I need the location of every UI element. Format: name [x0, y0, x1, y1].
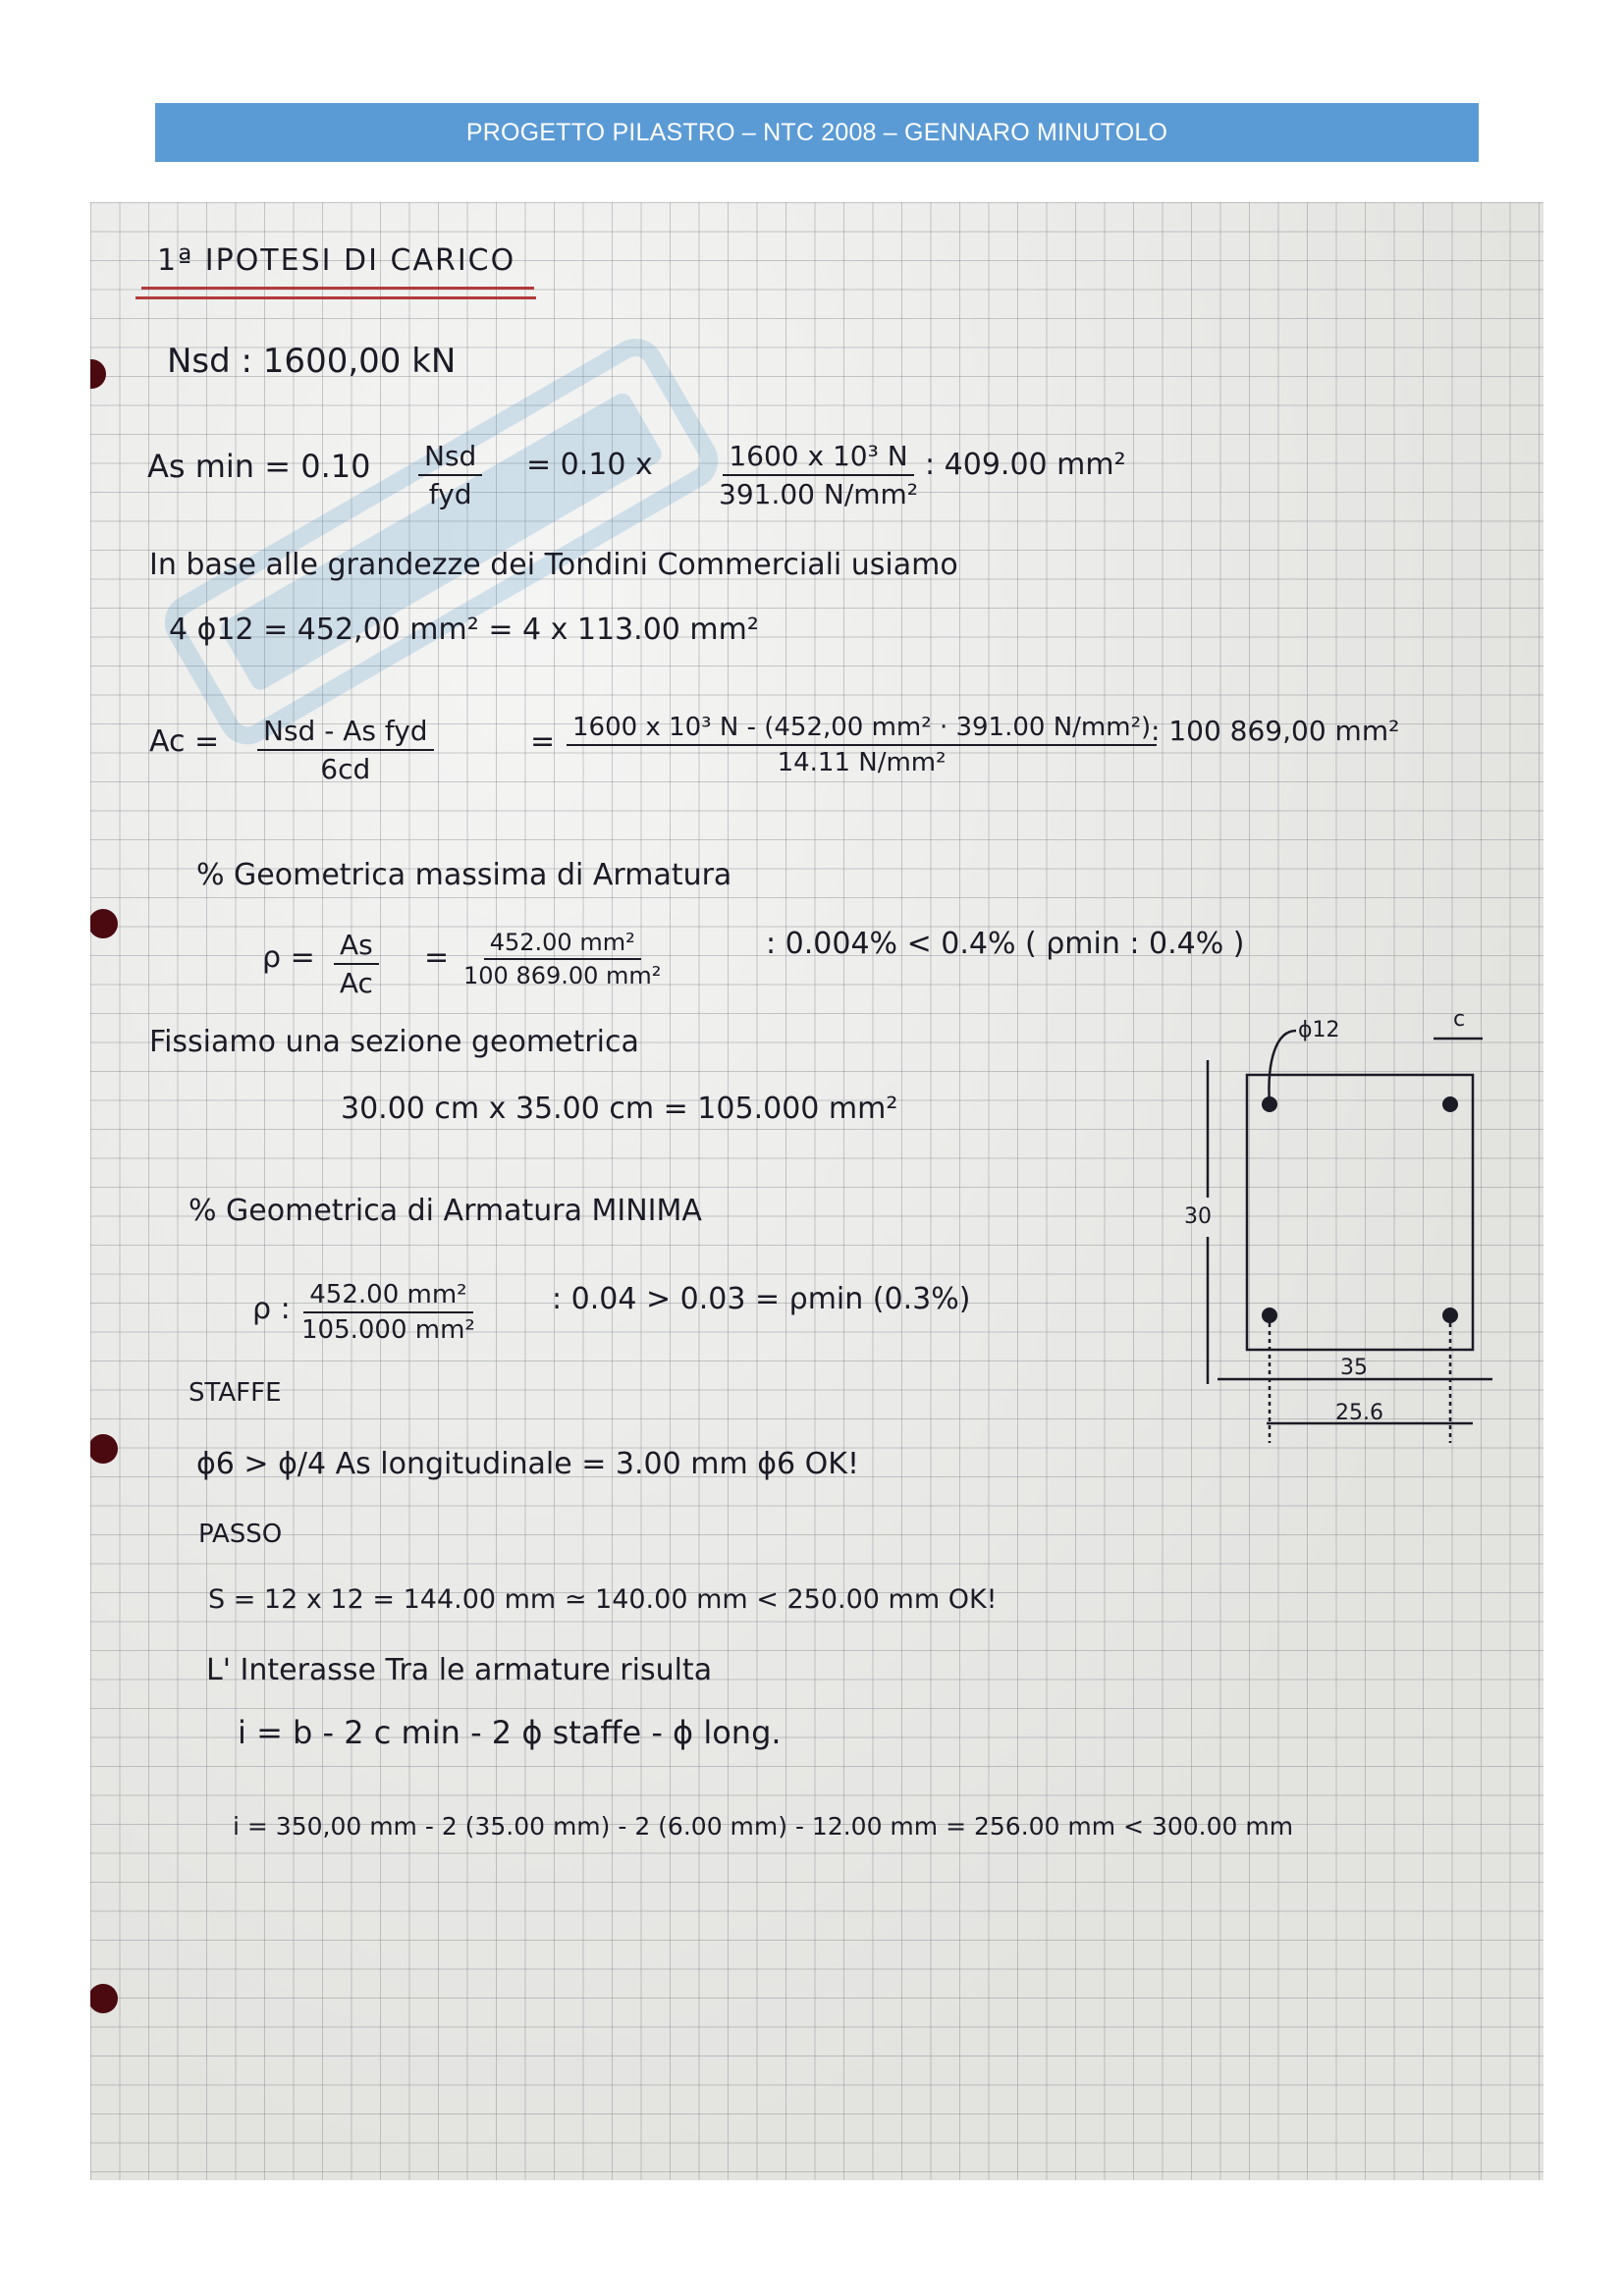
rho2-result: : 0.04 > 0.03 = ρmin (0.3%): [552, 1282, 971, 1316]
binder-hole: [90, 1434, 118, 1464]
column-section-diagram: [1168, 991, 1522, 1482]
rho2-fraction-num: 452.00 mm²: [303, 1280, 472, 1313]
rebar-dot: [1262, 1308, 1277, 1323]
asmin-eq: = 0.10 x: [526, 448, 653, 482]
rho-value-fraction: [463, 929, 661, 989]
rho-lhs: ρ =: [262, 940, 315, 975]
ac-fraction: [257, 715, 434, 785]
interasse-formula: i = b - 2 c min - 2 ϕ staffe - ϕ long.: [238, 1714, 782, 1751]
passo-title: PASSO: [198, 1520, 283, 1549]
staffe-equation: ϕ6 > ϕ/4 As longitudinale = 3.00 mm ϕ6 OK!: [196, 1447, 859, 1481]
rho-fraction-den: Ac: [339, 967, 373, 999]
ac-value-den: 14.11 N/mm²: [777, 748, 947, 777]
height-label: 30: [1184, 1204, 1212, 1229]
rho2-fraction: [301, 1280, 475, 1345]
binder-hole: [90, 359, 106, 389]
interasse-text: L' Interasse Tra le armature risulta: [206, 1653, 713, 1687]
ac-value-fraction: [567, 713, 1157, 777]
inner-width-label: 25.6: [1335, 1401, 1383, 1425]
ac-result: : 100 869,00 mm²: [1151, 715, 1400, 747]
bar-leader-line: [1269, 1031, 1296, 1104]
base-text: In base alle grandezze dei Tondini Commerciali usiamo: [149, 548, 958, 582]
fix-section-text: Fissiamo una sezione geometrica: [149, 1025, 639, 1059]
asmin-fraction: [418, 440, 482, 510]
title-underline: [141, 287, 534, 290]
asmin-lhs: As min = 0.10: [147, 448, 371, 485]
staffe-title: STAFFE: [189, 1378, 282, 1408]
pct-max-title: % Geometrica massima di Armatura: [196, 858, 732, 892]
rho2-lhs: ρ :: [252, 1292, 291, 1326]
rebar-dot: [1442, 1096, 1458, 1112]
asmin-fraction-den: fyd: [428, 478, 472, 510]
asmin-value-den: 391.00 N/mm²: [719, 478, 919, 510]
title-underline: [135, 296, 536, 299]
asmin-result: : 409.00 mm²: [925, 448, 1126, 482]
section-outline: [1247, 1075, 1473, 1350]
rebar-dot: [1262, 1096, 1277, 1112]
pct-min-title: % Geometrica di Armatura MINIMA: [189, 1194, 702, 1228]
asmin-fraction-num: Nsd: [418, 440, 482, 476]
rho-fraction-num: As: [334, 929, 379, 965]
asmin-value-num: 1600 x 10³ N: [723, 440, 913, 476]
bar-label: ϕ12: [1298, 1018, 1340, 1042]
rho2-fraction-den: 105.000 mm²: [301, 1315, 475, 1345]
passo-equation: S = 12 x 12 = 144.00 mm ≃ 140.00 mm < 250.00 mm OK!: [208, 1584, 998, 1615]
rebar-dot: [1442, 1308, 1458, 1323]
rho-fraction: [334, 929, 379, 999]
rho-value-den: 100 869.00 mm²: [463, 962, 662, 989]
binder-hole: [90, 909, 118, 938]
ac-fraction-num: Nsd - As fyd: [257, 715, 434, 751]
bars-line: 4 ϕ12 = 452,00 mm² = 4 x 113.00 mm²: [169, 613, 759, 647]
rho-value-num: 452.00 mm²: [484, 929, 641, 960]
watermark-logo: [130, 320, 758, 772]
rho-equals: =: [424, 940, 450, 975]
rho-result: : 0.004% < 0.4% ( ρmin : 0.4% ): [766, 927, 1245, 961]
width-label: 35: [1340, 1356, 1368, 1380]
ac-fraction-den: 6cd: [320, 753, 371, 785]
binder-hole: [90, 1984, 118, 2013]
nsd-line: Nsd : 1600,00 kN: [167, 342, 457, 381]
document-header-title: PROGETTO PILASTRO – NTC 2008 – GENNARO MINUTOLO: [465, 118, 1168, 146]
section-dims: 30.00 cm x 35.00 cm = 105.000 mm²: [341, 1092, 898, 1126]
document-header-bar: [155, 103, 1479, 162]
cover-label: c: [1453, 1007, 1466, 1032]
interasse-calculation: i = 350,00 mm - 2 (35.00 mm) - 2 (6.00 mm) - 12.00 mm = 256.00 mm < 300.00 mm: [233, 1812, 1294, 1841]
asmin-value-fraction: [719, 440, 918, 510]
ac-lhs: Ac =: [149, 724, 220, 759]
ac-equals: =: [530, 724, 556, 759]
section-title: 1ª IPOTESI DI CARICO: [157, 243, 516, 278]
ac-value-num: 1600 x 10³ N - (452,00 mm² · 391.00 N/mm²): [567, 713, 1157, 746]
